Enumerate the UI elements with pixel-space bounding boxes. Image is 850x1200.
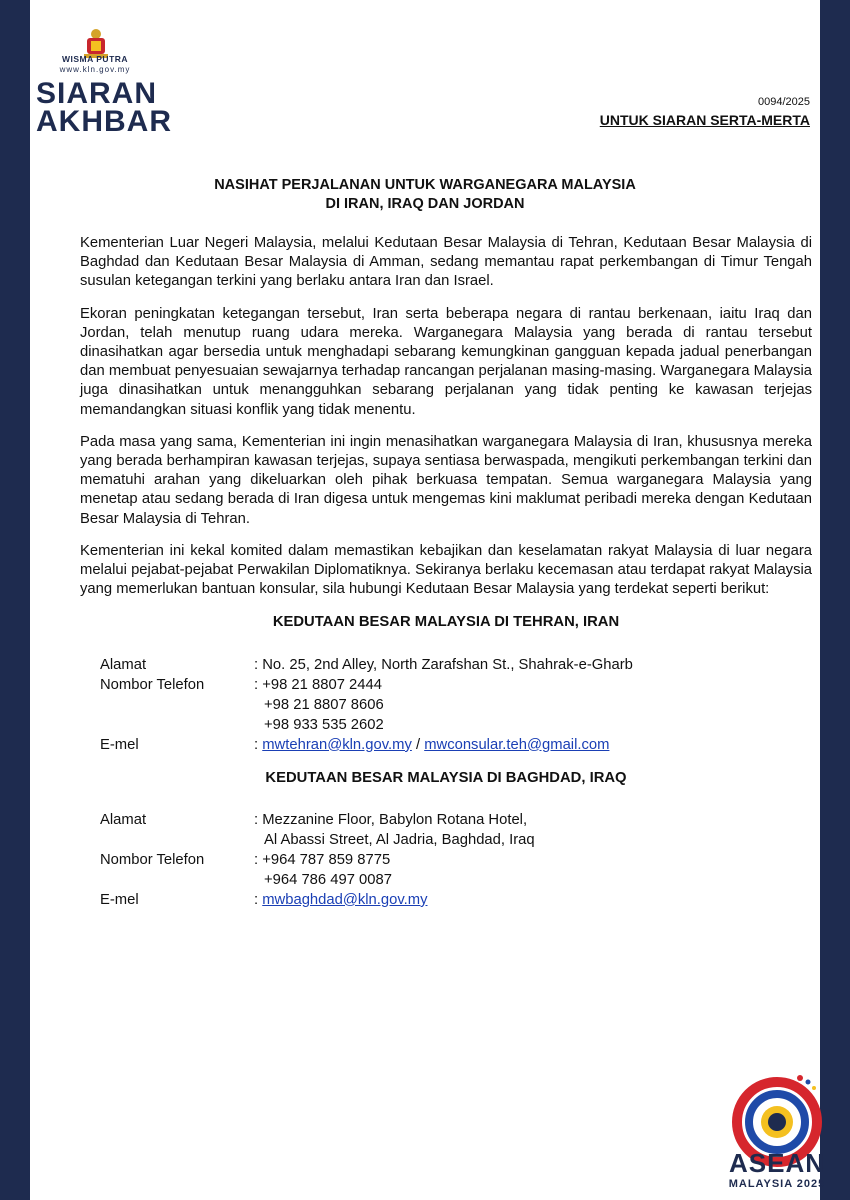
label-line2: AKHBAR: [36, 105, 172, 138]
phone-value: : +98 21 8807 2444: [254, 676, 382, 693]
email-value: [254, 890, 754, 910]
title-line1: NASIHAT PERJALANAN UNTUK WARGANEGARA MALAYSIA: [214, 177, 636, 193]
paragraph: Pada masa yang sama, Kementerian ini ingin menasihatkan warganegara Malaysia di Iran, khususnya mereka yang berada berhampiran kawasan terjejas, supaya sentiasa berwaspada, mengikuti perkembangan terkini dan mematuhi arahan yang dikeluarkan oleh pihak berkuasa tempatan. Semua warganegara Malaysia yang menetap atau sedang berada di Iran digesa untuk mengemas kini maklumat peribadi mereka dengan Kedutaan Besar Malaysia di Tehran.: [80, 433, 812, 527]
email-link-tehran[interactable]: mwtehran@kln.gov.my: [262, 736, 412, 753]
phone-label: Nombor Telefon: [100, 851, 205, 868]
reference-number: 0094/2025: [758, 96, 810, 108]
phone-label: Nombor Telefon: [100, 676, 205, 693]
paragraph: Kementerian ini kekal komited dalam memastikan kebajikan dan keselamatan rakyat Malaysia di luar negara melalui pejabat-pejabat Perwakilan Diplomatiknya. Sekiranya berlaku kecemasan atau terdapat rakyat Malaysia yang memerlukan bantuan konsular, sila hubungi Kedutaan Besar Malaysia yang terdekat seperti berikut:: [80, 542, 812, 598]
address-row: [100, 830, 812, 850]
phone-row: [100, 715, 812, 735]
embassy-heading-baghdad: KEDUTAAN BESAR MALAYSIA DI BAGHDAD, IRAQ: [265, 769, 627, 786]
email-label: E-mel: [100, 891, 139, 908]
email-link-baghdad[interactable]: mwbaghdad@kln.gov.my: [262, 891, 428, 908]
email-prefix: :: [254, 891, 263, 908]
paragraph: Ekoran peningkatan ketegangan tersebut, Iran serta beberapa negara di rantau berkenaan, iaitu Iraq dan Jordan, telah menutup ruang udara mereka. Warganegara Malaysia yang berada di rantau tersebut dinasihatkan agar bersedia untuk menghadapi sebarang kemungkinan gangguan kepada jadual penerbangan dan membuat penyesuaian sewajarnya terhadap rancangan perjalanan masing-masing. Warganegara Malaysia juga dinasihatkan untuk menangguhkan sebarang perjalanan yang tidak penting ke kawasan terjejas memandangkan situasi konflik yang tidak menentu.: [80, 305, 812, 418]
phone-value: +98 21 8807 8606: [264, 696, 384, 713]
document-title: [0, 176, 850, 214]
org-block: [40, 54, 150, 74]
phone-value: +98 933 535 2602: [264, 716, 384, 733]
email-row: [100, 890, 812, 910]
phone-value: : +964 787 859 8775: [254, 851, 391, 868]
asean-subtitle: MALAYSIA 2025: [728, 1178, 826, 1190]
title-line2: DI IRAN, IRAQ DAN JORDAN: [325, 196, 525, 212]
address-row: [100, 655, 812, 675]
contact-block-baghdad: [100, 810, 812, 910]
address-label: Alamat: [100, 811, 147, 828]
phone-row: [100, 870, 812, 890]
email-value: [254, 735, 754, 755]
email-prefix: :: [254, 736, 263, 753]
phone-row: [100, 850, 812, 870]
release-note: UNTUK SIARAN SERTA-MERTA: [599, 112, 810, 128]
email-label: E-mel: [100, 736, 139, 753]
email-row: [100, 735, 812, 755]
paragraph: Kementerian Luar Negeri Malaysia, melalui Kedutaan Besar Malaysia di Tehran, Kedutaan Besar Malaysia di Baghdad dan Kedutaan Besar Malaysia di Amman, sedang memantau rapat perkembangan di Timur Tengah susulan ketegangan terkini yang berlaku antara Iran dan Israel.: [80, 235, 812, 290]
asean-title: ASEAN: [728, 1148, 825, 1178]
org-website: www.kln.gov.my: [59, 65, 131, 74]
press-release-label: [36, 77, 172, 138]
email-link-consular[interactable]: mwconsular.teh@gmail.com: [424, 736, 610, 753]
contact-block-tehran: [100, 655, 812, 755]
address-label: Alamat: [100, 656, 147, 673]
label-line1: SIARAN: [36, 77, 158, 110]
phone-row: [100, 695, 812, 715]
address-value: Al Abassi Street, Al Jadria, Baghdad, Iraq: [264, 831, 535, 848]
address-row: [100, 810, 812, 830]
org-name: WISMA PUTRA: [61, 54, 129, 64]
phone-value: +964 786 497 0087: [264, 871, 392, 888]
address-value: : Mezzanine Floor, Babylon Rotana Hotel,: [254, 811, 528, 828]
email-separator: /: [411, 736, 425, 753]
phone-row: [100, 675, 812, 695]
document-body: [80, 234, 812, 910]
embassy-heading-tehran: KEDUTAAN BESAR MALAYSIA DI TEHRAN, IRAN: [272, 614, 620, 631]
address-value: : No. 25, 2nd Alley, North Zarafshan St., Shahrak-e-Gharb: [254, 656, 633, 673]
